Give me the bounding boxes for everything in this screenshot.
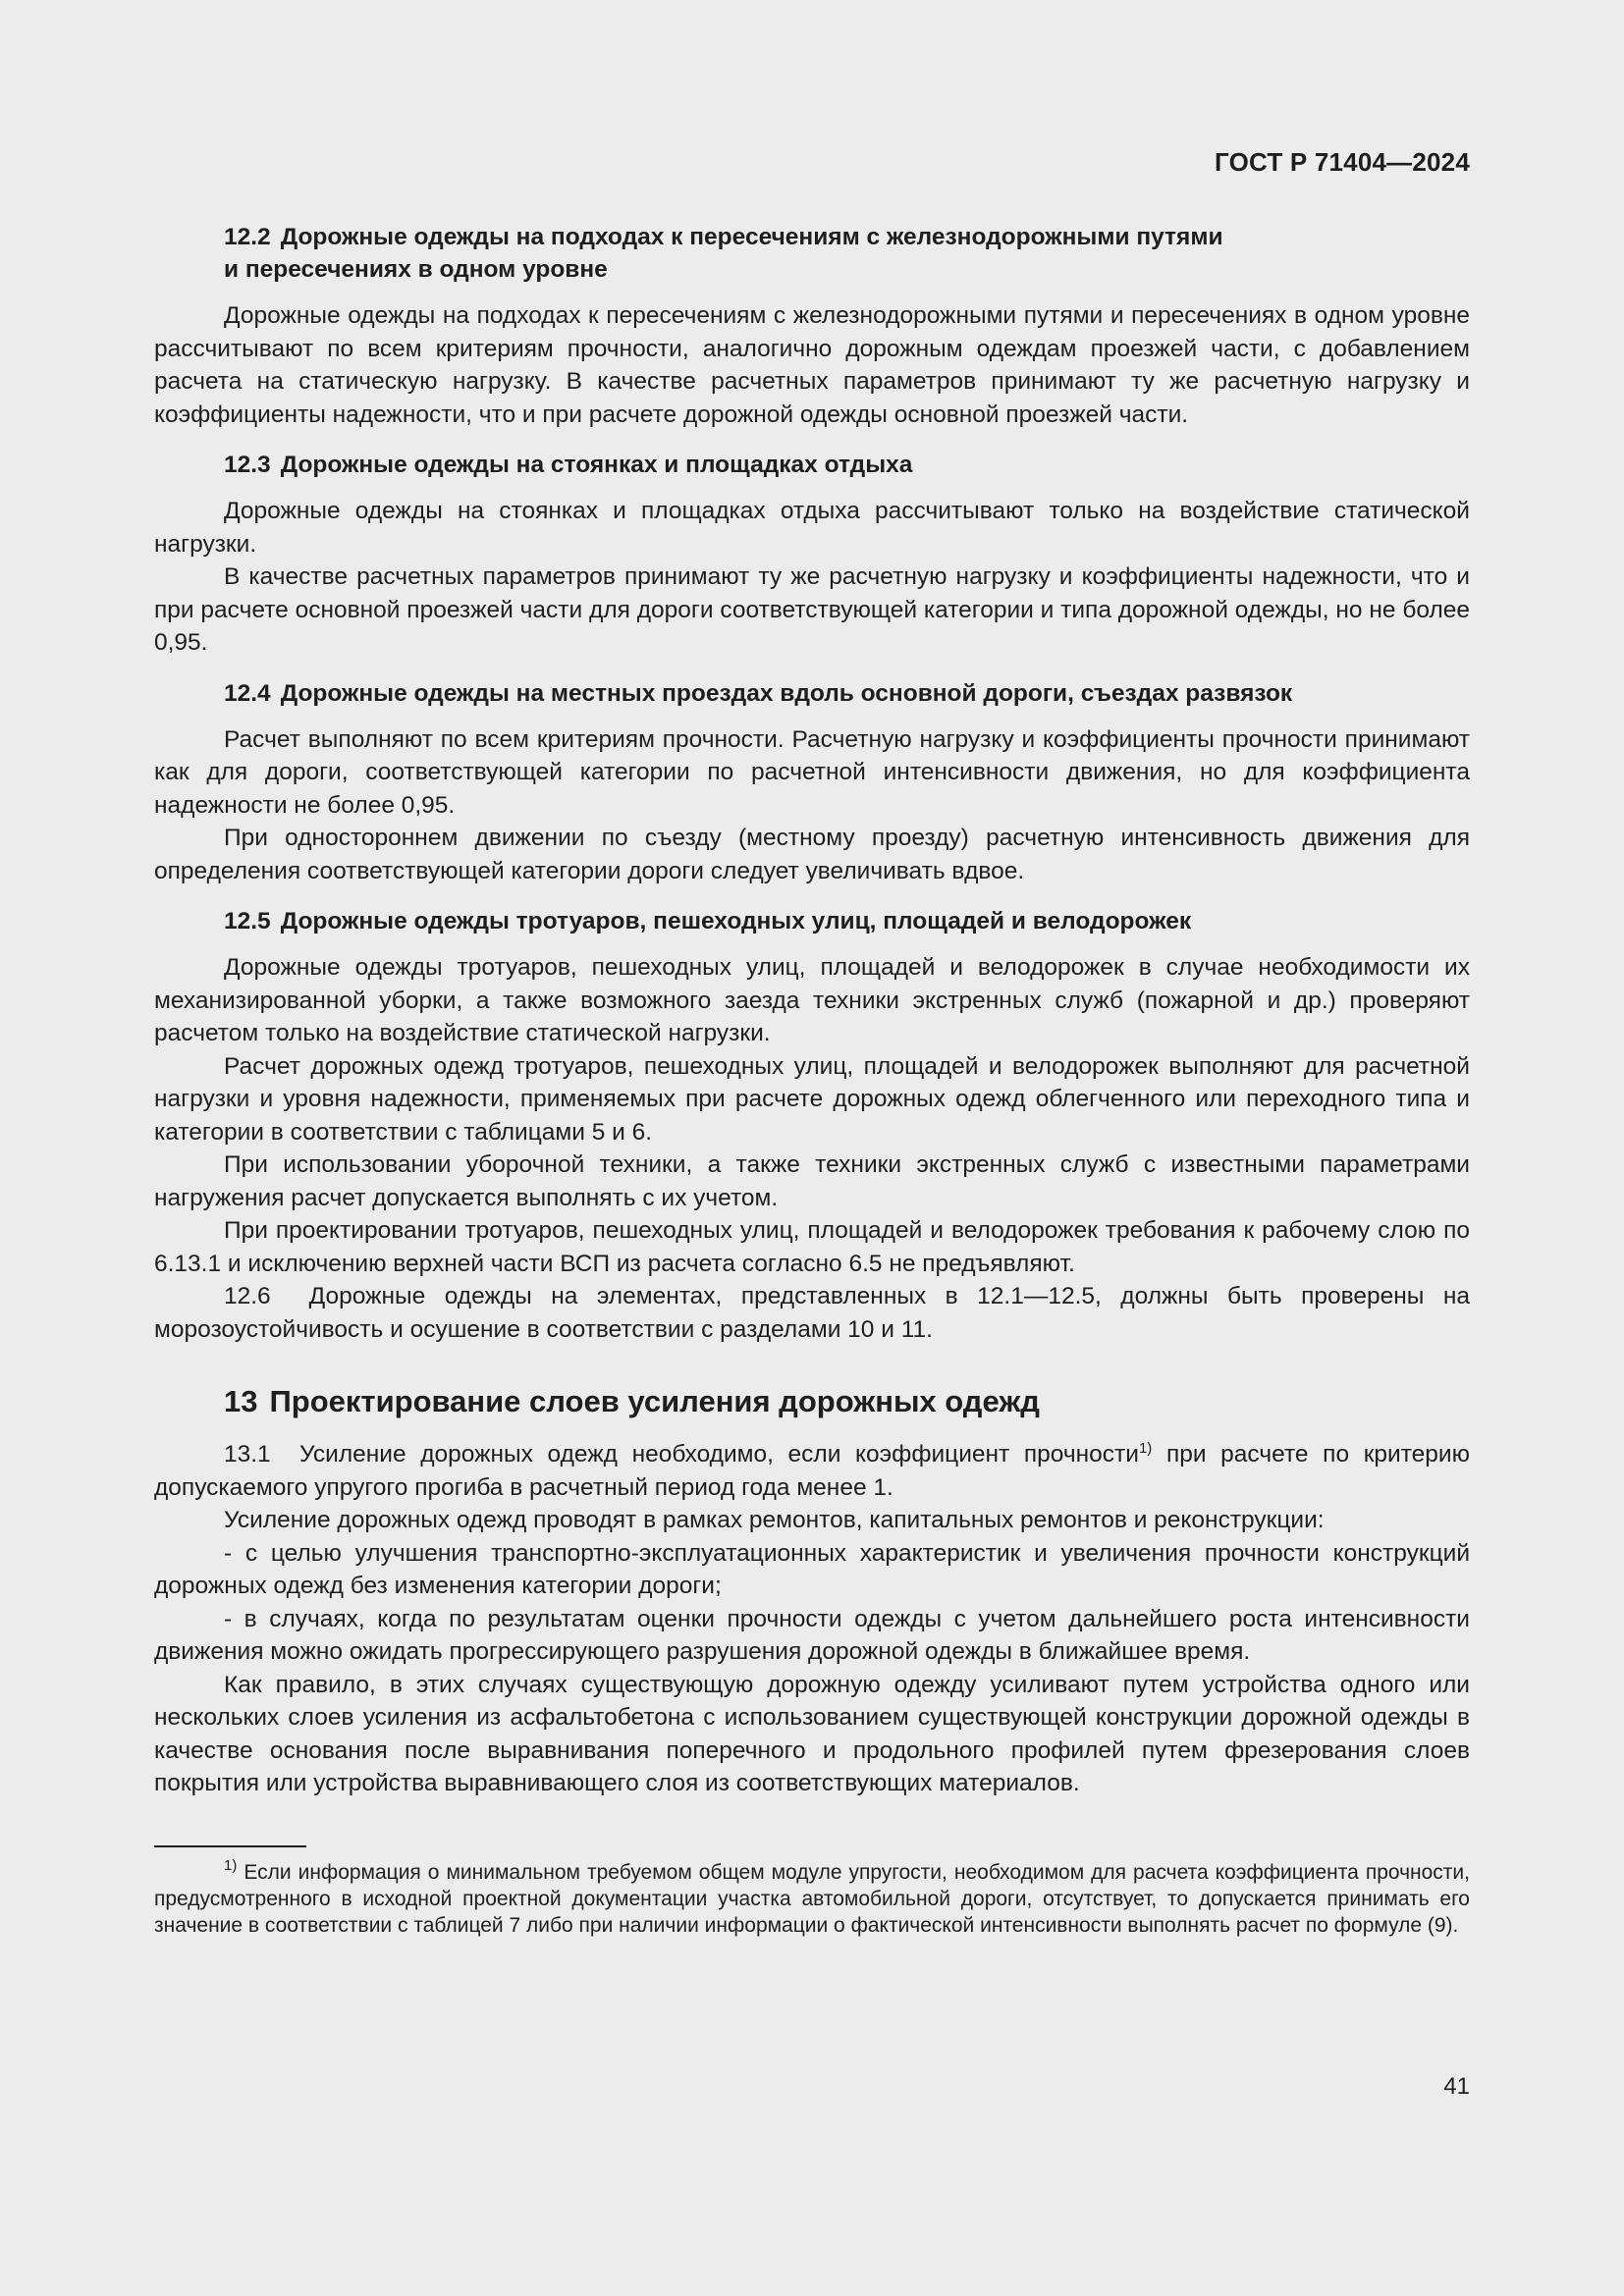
clause-text: Дорожные одежды на элементах, представленных в 12.1—12.5, должны быть проверены на морозоустойчивость и осушение в соответствии с разделами 10 и 11. — [154, 1283, 1470, 1343]
subsection-heading-12-2 — [224, 221, 1470, 286]
subsection-heading-12-4 — [224, 677, 1470, 710]
paragraph: Усиление дорожных одежд проводят в рамках ремонтов, капитальных ремонтов и реконструкции: — [224, 1507, 1325, 1533]
footnote-marker: 1) — [224, 1856, 238, 1874]
subsection-heading-12-5 — [224, 905, 1470, 937]
paragraph-12-6 — [154, 1280, 1470, 1346]
paragraph: При проектировании тротуаров, пешеходных улиц, площадей и велодорожек требования к рабочему слою по 6.13.1 и исключению верхней части ВСП из расчета согласно 6.5 не предъявляют. — [154, 1217, 1470, 1277]
subsection-heading-12-3 — [224, 449, 1470, 481]
subsection-title: Дорожные одежды тротуаров, пешеходных улиц, площадей и велодорожек — [280, 908, 1192, 934]
section-title: Проектирование слоев усиления дорожных одежд — [269, 1384, 1040, 1418]
subsection-number: 12.3 — [224, 452, 271, 478]
list-item: - с целью улучшения транспортно-эксплуатационных характеристик и увеличения прочности конструкций дорожных одежд без изменения категории дороги; — [154, 1539, 1470, 1599]
section-heading-13 — [224, 1382, 1470, 1421]
section-number: 13 — [224, 1384, 258, 1418]
subsection-number: 12.4 — [224, 679, 271, 707]
subsection-title: Дорожные одежды на местных проездах вдоль основной дороги, съездах развязок — [280, 679, 1293, 707]
paragraph: Как правило, в этих случаях существующую дорожную одежду усиливают путем устройства одного или нескольких слоев усиления из асфальтобетона с использованием существующей конструкции дорожной одежды в качестве основания после выравнивания поперечного и продольного профилей путем фрезерования слоев покрытия или устройства выравнивающего слоя из соответствующих материалов. — [154, 1671, 1470, 1796]
clause-text-continued: при расчете по критерию допускаемого упругого прогиба в расчетный период года менее 1. — [154, 1441, 1470, 1501]
footnote-reference[interactable]: 1) — [1138, 1440, 1153, 1457]
paragraph: В качестве расчетных параметров принимают ту же расчетную нагрузку и коэффициенты надежности, что и при расчете основной проезжей части для дороги соответствующей категории и типа дорожной одежды, но не более 0,95. — [154, 563, 1470, 656]
paragraph: Дорожные одежды тротуаров, пешеходных улиц, площадей и велодорожек в случае необходимости их механизированной уборки, а также возможного заезда техники экстренных служб (пожарной и др.) проверяют расчетом только на воздействие статической нагрузки. — [154, 954, 1470, 1046]
footnote-divider — [154, 1845, 306, 1847]
paragraph: При одностороннем движении по съезду (местному проезду) расчетную интенсивность движения для определения соответствующей категории дороги следует увеличивать вдвое. — [154, 825, 1470, 884]
clause-number: 13.1 — [224, 1441, 271, 1468]
subsection-title-line2: и пересечениях в одном уровне — [224, 256, 608, 283]
subsection-title: Дорожные одежды на стоянках и площадках отдыха — [280, 452, 913, 478]
page-content — [154, 221, 1470, 1939]
subsection-number: 12.2 — [224, 224, 271, 250]
clause-number: 12.6 — [224, 1283, 271, 1309]
clause-text: Усиление дорожных одежд необходимо, если коэффициент прочности — [298, 1441, 1139, 1468]
subsection-title-line1: Дорожные одежды на подходах к пересечениям с железнодорожными путями — [280, 224, 1223, 250]
page-number: 41 — [1443, 2073, 1470, 2100]
paragraph: Расчет выполняют по всем критериям прочности. Расчетную нагрузку и коэффициенты прочности принимают как для дороги, соответствующей категории по расчетной интенсивности движения, но для коэффициента надежности не более 0,95. — [154, 725, 1470, 819]
paragraph-13-1 — [154, 1438, 1470, 1504]
list-item: - в случаях, когда по результатам оценки прочности одежды с учетом дальнейшего роста интенсивности движения можно ожидать прогрессирующего разрушения дорожной одежды в ближайшее время. — [154, 1605, 1470, 1665]
document-code-header: ГОСТ Р 71404—2024 — [1215, 147, 1470, 177]
footnote-text: Если информация о минимальном требуемом общем модуле упругости, необходимом для расчета коэффициента прочности, предусмотренного в исходной проектной документации участка автомобильной дороги, отсутствует, то допускается принимать его значение в соответствии с таблицей 7 либо при наличии информации о фактической интенсивности выполнять расчет по формуле (9). — [154, 1860, 1470, 1937]
footnote — [154, 1856, 1470, 1939]
subsection-number: 12.5 — [224, 908, 271, 934]
paragraph: При использовании уборочной техники, а также техники экстренных служб с известными параметрами нагружения расчет допускается выполнять с их учетом. — [154, 1151, 1470, 1211]
paragraph: Дорожные одежды на стоянках и площадках отдыха рассчитывают только на воздействие статической нагрузки. — [154, 498, 1470, 558]
paragraph: Дорожные одежды на подходах к пересечениям с железнодорожными путями и пересечениях в одном уровне рассчитывают по всем критериям прочности, аналогично дорожным одеждам проезжей части, с добавлением расчета на статическую нагрузку. В качестве расчетных параметров принимают ту же расчетную нагрузку и коэффициенты надежности, что и при расчете дорожной одежды основной проезжей части. — [154, 302, 1470, 428]
paragraph: Расчет дорожных одежд тротуаров, пешеходных улиц, площадей и велодорожек выполняют для расчетной нагрузки и уровня надежности, применяемых при расчете дорожных одежд облегченного или переходного типа и категории в соответствии с таблицами 5 и 6. — [154, 1052, 1470, 1146]
